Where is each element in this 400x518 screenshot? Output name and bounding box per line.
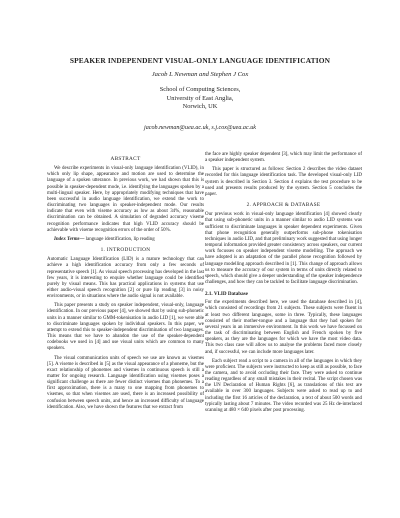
abstract-heading: ABSTRACT <box>110 156 141 162</box>
intro-paragraph: This paper presents a study on speaker independent, visual-only, language identification. In our previous paper [4], we showed that by using sub-phonetic units in a manner similar to GMM-tokenisation in audio LID [1], we were able to discriminate languages spoken by individual speakers. In this paper, we attempt to extend this to speaker-independent discrimination of two languages. This means that we have to abandon the use of the speaker-dependent codebooks we used in [4] and use visual units which are common to many speakers. <box>47 303 204 352</box>
subsection-paragraph: Each subject read a script to a camera in all of the languages in which they were proficient. The subjects were instructed to keep as still as possible, to face the camera, and to avoid occluding their face. They were asked to continue reading regardless of any small mistakes in their recital. The script chosen was the UN Declaration of Human Rights [6], as translations of this text are available in over 300 languages. Subjects were asked to read up to and including the first 16 articles of the declaration, a text of about 500 words and typically lasting about 7 minutes. The video recorded was 25 Hz de-interlaced scanning at 480 × 640 pixels after post processing. <box>205 358 362 413</box>
index-terms-label: Index Terms— <box>54 236 85 242</box>
intro-paragraph: The visual communication units of speech we use are known as visemes [5]. A viseme is described in [5] as the visual appearance of a phoneme, but the exact relationship of phonemes and visemes in continuous speech is still a matter for ongoing research. Language identification using visemes poses a significant challenge as there are fewer distinct visemes than phonemes. To a first approximation, there is a many to one mapping from phonemes to visemes, so that when visemes are used, there is an increased possibility of confusion between speech units, and hence an increased difficulty of language identification. Also, we have shown the features that we extract from <box>47 355 204 410</box>
left-column <box>47 152 204 411</box>
paper-authors: Jacob L Newman and Stephen J Cox <box>151 71 249 78</box>
intro-heading: 1. INTRODUCTION <box>100 247 151 254</box>
paper-affiliation <box>0 86 400 112</box>
affiliation-line: Norwich, UK <box>182 103 218 111</box>
paper-title: SPEAKER INDEPENDENT VISUAL-ONLY LANGUAGE IDENTIFICATION <box>69 56 331 65</box>
affiliation-line: School of Computing Sciences, <box>159 86 241 93</box>
paper-email: jacob.newman@uea.ac.uk, s.j.cox@uea.ac.uk <box>144 125 256 131</box>
right-column <box>205 152 362 414</box>
subsection-heading: 2.1. VLID Database <box>205 291 248 298</box>
index-terms-text: language identification, lip reading <box>84 236 155 242</box>
abstract-text: We describe experiments in visual-only language identification (VLID), in which only lip shape, appearance and motion are used to determine the language of a spoken utterance. In previous work, we had shown that this is possible in speaker-dependent mode, i.e. identifying the languages spoken by a multi-lingual speaker. Here, by appropriately modifying techniques that have been successful in audio language identification, we extend the work to discriminating two languages in speaker-independent mode. Our results indicate that even with viseme accuracy as low as about 34%, reasonable discrimination can be obtained. A simulation of degraded accuracy viseme recognition performance indicates that high VLID accuracy should be achievable with viseme recognition errors of the order of 50%. <box>47 166 204 233</box>
index-terms <box>47 237 204 243</box>
section2-paragraph: Our previous work in visual-only language identification [4] showed clearly that using sub-phonetic units in a manner similar to audio LID systems was sufficient to discriminate languages in speaker dependent experiments. Given that phone recognition generally outperforms sub-phone tokenisation techniques in audio LID, and that preliminary work suggested that using longer temporal information provided greater consistency across speakers, our current work focusses on speaker independent viseme modelling. The approach we have adopted is an adaptation of the parallel phone recognition followed by language modelling approach described in [1]. This change of approach allows us to measure the accuracy of our system in terms of units directly related to speech, which should give a deeper understanding of the speaker independence challenges, and how they can be tackled to facilitate language discrimination. <box>205 212 362 285</box>
intro-paragraph: Automatic Language Identification (LID) is a mature technology that can achieve a high identification accuracy from only a few seconds of representative speech [1]. As visual speech processing has developed in the last few years, it is interesting to enquire whether language could be identified purely by visual means. This has practical applications in systems that use either audio-visual speech recognition [2] or pure lip reading [3] in noisy environments, or in situations where the audio signal is not available. <box>47 257 204 300</box>
section2-heading: 2. APPROACH & DATABASE <box>246 202 321 209</box>
structure-paragraph: This paper is structured as follows: Section 2 describes the video dataset recorded for this language identification task. The developed visual-only LID system is described in Section 3. Section 4 explains the test procedure to be used and presents results produced by the system. Section 5 concludes the paper. <box>205 167 362 197</box>
continued-paragraph: the face are highly speaker dependent [3], which may limit the performance of a speaker independent system. <box>205 152 362 164</box>
affiliation-line: University of East Anglia, <box>166 94 234 102</box>
subsection-paragraph: For the experiments described here, we used the database described in [4], which consisted of recordings from 21 subjects. These subjects were fluent in at least two different languages, some in three. Typically, these languages consisted of their mother-tongue and a language that they had spoken for several years in an immersive environment. In this work we have focussed on the task of discriminating between English and French spoken by five speakers, as they are the languages for which we have the most video data. This two class case will allow us to analyse the problems faced more closely and, if successful, we can include more languages later. <box>205 300 362 355</box>
